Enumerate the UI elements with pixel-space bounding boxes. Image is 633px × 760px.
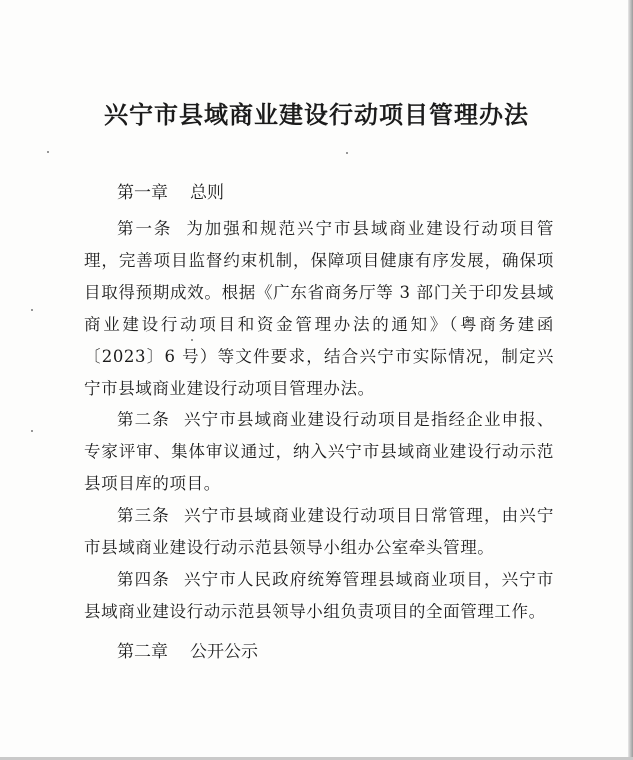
chapter-name: 总则	[190, 183, 224, 203]
chapter-name: 公开公示	[190, 642, 258, 662]
scan-speck	[346, 152, 348, 154]
chapter-number: 第一章	[117, 183, 168, 203]
article-text: 兴宁市人民政府统筹管理县域商业项目，兴宁市县域商业建设行动示范县领导小组负责项目的全面管理工作。	[84, 570, 554, 621]
article-label: 第四条	[117, 570, 170, 589]
article-label: 第三条	[117, 506, 170, 525]
scan-speck	[31, 430, 33, 432]
chapter-heading-1	[117, 178, 224, 203]
article-1	[84, 213, 554, 405]
article-label: 第一条	[117, 219, 173, 238]
scan-speck	[31, 309, 33, 311]
chapter-number: 第二章	[117, 642, 168, 662]
scan-speck	[47, 151, 49, 153]
article-text: 兴宁市县域商业建设行动项目日常管理，由兴宁市县域商业建设行动示范县领导小组办公室牵头管理。	[84, 506, 554, 557]
scan-speck	[191, 339, 193, 341]
article-4	[84, 564, 554, 628]
document-title: 兴宁市县域商业建设行动项目管理办法	[104, 100, 529, 129]
article-label: 第二条	[117, 410, 170, 429]
article-2	[84, 404, 554, 500]
article-3	[84, 500, 554, 564]
article-text: 兴宁市县域商业建设行动项目是指经企业申报、专家评审、集体审议通过，纳入兴宁市县域商业建设行动示范县项目库的项目。	[84, 410, 554, 493]
article-text: 为加强和规范兴宁市县域商业建设行动项目管理，完善项目监督约束机制，保障项目健康有序发展，确保项目取得预期成效。根据《广东省商务厅等 3 部门关于印发县域商业建设行动项目和资金管理办法的通知》（粤商务建函〔2023〕6 号）等文件要求，结合兴宁市实际情况，制定兴宁市县域商业建设行动项目管理办法。	[84, 219, 554, 398]
chapter-heading-2	[117, 637, 258, 662]
